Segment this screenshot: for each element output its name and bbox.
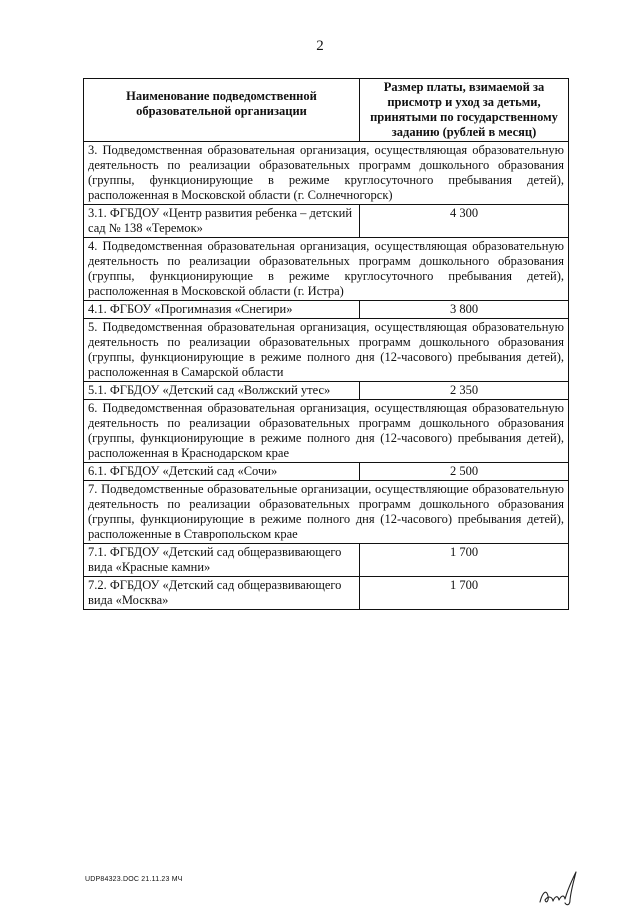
table-row bbox=[84, 463, 569, 481]
organization-name: 3.1. ФГБДОУ «Центр развития ребенка – детский сад № 138 «Теремок» bbox=[84, 205, 360, 238]
section-description: 3. Подведомственная образовательная организация, осуществляющая образовательную деятельность по реализации образовательных программ дошкольного образования (группы, функционирующие в режиме круглосуточного пребывания детей), расположенная в Московской области (г. Солнечногорск) bbox=[84, 142, 569, 205]
organization-name: 6.1. ФГБДОУ «Детский сад «Сочи» bbox=[84, 463, 360, 481]
document-footer-code: UDP84323.DOC 21.11.23 МЧ bbox=[85, 876, 183, 883]
section-row bbox=[84, 238, 569, 301]
section-description: 4. Подведомственная образовательная организация, осуществляющая образовательную деятельность по реализации образовательных программ дошкольного образования (группы, функционирующие в режиме круглосуточного пребывания детей), расположенная в Московской области (г. Истра) bbox=[84, 238, 569, 301]
header-organization-name: Наименование подведомственной образовательной организации bbox=[84, 79, 360, 142]
organization-name: 7.1. ФГБДОУ «Детский сад общеразвивающего вида «Красные камни» bbox=[84, 544, 360, 577]
section-row bbox=[84, 319, 569, 382]
section-description: 7. Подведомственные образовательные организации, осуществляющие образовательную деятельность по реализации образовательных программ дошкольного образования (группы, функционирующие в режиме полного дня (12-часового) пребывания детей), расположенные в Ставропольском крае bbox=[84, 481, 569, 544]
table-row bbox=[84, 301, 569, 319]
table-row bbox=[84, 544, 569, 577]
page-number: 2 bbox=[316, 38, 324, 54]
fee-amount: 2 500 bbox=[360, 463, 569, 481]
header-fee-amount: Размер платы, взимаемой за присмотр и уход за детьми, принятыми по государственному заданию (рублей в месяц) bbox=[360, 79, 569, 142]
table-row bbox=[84, 382, 569, 400]
section-row bbox=[84, 142, 569, 205]
organization-name: 7.2. ФГБДОУ «Детский сад общеразвивающего вида «Москва» bbox=[84, 577, 360, 610]
table-row bbox=[84, 577, 569, 610]
fee-amount: 1 700 bbox=[360, 577, 569, 610]
fee-amount: 1 700 bbox=[360, 544, 569, 577]
organization-name: 5.1. ФГБДОУ «Детский сад «Волжский утес» bbox=[84, 382, 360, 400]
organization-name: 4.1. ФГБОУ «Прогимназия «Снегири» bbox=[84, 301, 360, 319]
section-description: 5. Подведомственная образовательная организация, осуществляющая образовательную деятельность по реализации образовательных программ дошкольного образования (группы, функционирующие в режиме полного дня (12-часового) пребывания детей), расположенная в Самарской области bbox=[84, 319, 569, 382]
section-row bbox=[84, 481, 569, 544]
fee-amount: 4 300 bbox=[360, 205, 569, 238]
section-description: 6. Подведомственная образовательная организация, осуществляющая образовательную деятельность по реализации образовательных программ дошкольного образования (группы, функционирующие в режиме полного дня (12-часового) пребывания детей), расположенная в Краснодарском крае bbox=[84, 400, 569, 463]
fee-amount: 2 350 bbox=[360, 382, 569, 400]
signature-image bbox=[534, 866, 584, 910]
table-row bbox=[84, 205, 569, 238]
table-header-row bbox=[84, 79, 569, 142]
fee-amount: 3 800 bbox=[360, 301, 569, 319]
fee-table bbox=[83, 78, 569, 610]
section-row bbox=[84, 400, 569, 463]
